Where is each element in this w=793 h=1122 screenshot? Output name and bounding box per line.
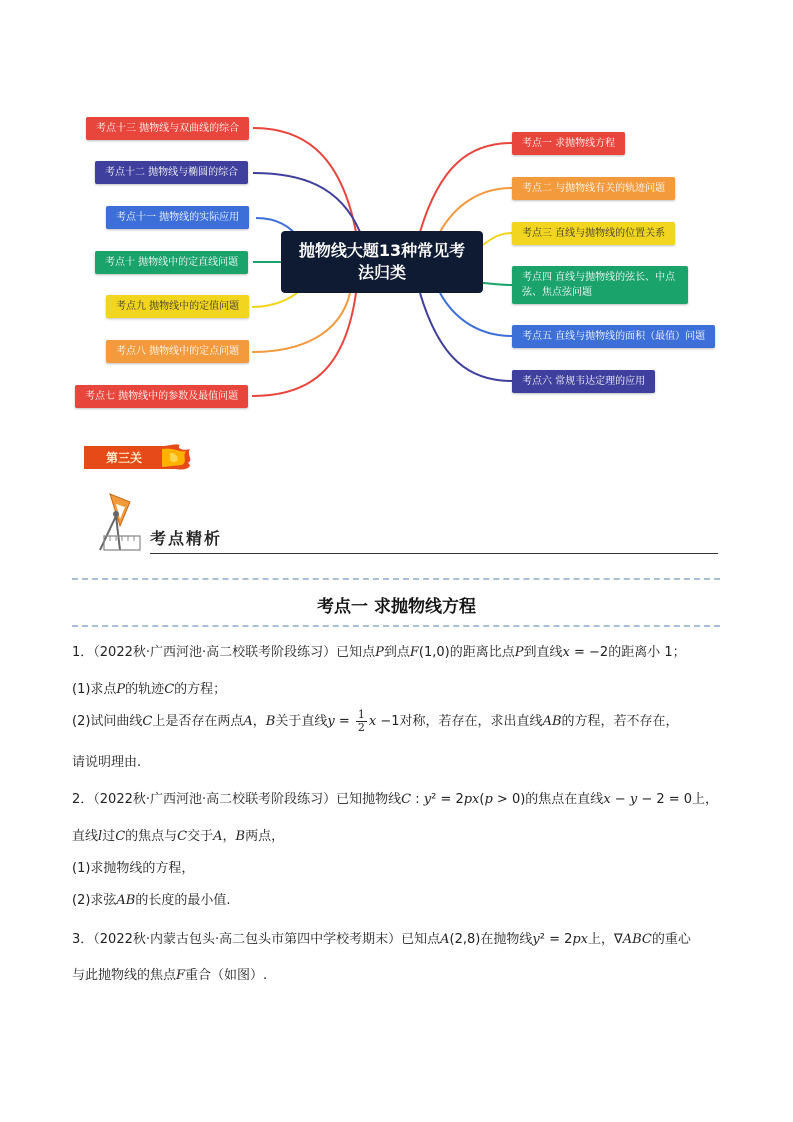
connector-8 <box>252 293 350 352</box>
connector-6 <box>420 293 512 381</box>
node-kaodian-3: 考点三 直线与抛物线的位置关系 <box>512 222 675 245</box>
problem-2-line-2: 直线l过C的焦点与C交于A，B两点， <box>72 829 285 844</box>
node-kaodian-8: 考点八 抛物线中的定点问题 <box>106 340 249 363</box>
problem-2-question-2: (2)求弦AB的长度的最小值. <box>72 893 231 908</box>
problem-1-question-2-cont: 请说明理由. <box>72 755 142 770</box>
connector-1 <box>420 143 512 232</box>
compass-ruler-icon <box>90 492 150 554</box>
level-banner <box>84 443 196 473</box>
connector-2 <box>440 188 512 232</box>
node-kaodian-11: 考点十一 抛物线的实际应用 <box>106 206 249 229</box>
node-kaodian-4: 考点四 直线与抛物线的弦长、中点弦、焦点弦问题 <box>512 266 688 304</box>
mind-map <box>0 0 793 430</box>
connector-3 <box>483 233 512 245</box>
node-kaodian-10: 考点十 抛物线中的定直线问题 <box>95 251 248 274</box>
divider-top <box>72 578 720 580</box>
connector-5 <box>440 293 512 336</box>
problem-2-question-1: (1)求抛物线的方程， <box>72 861 195 876</box>
section-rule <box>150 553 718 554</box>
connector-4 <box>483 283 512 285</box>
node-kaodian-5: 考点五 直线与抛物线的面积（最值）问题 <box>512 325 715 348</box>
node-kaodian-2: 考点二 与抛物线有关的轨迹问题 <box>512 177 675 200</box>
node-kaodian-7: 考点七 抛物线中的参数及最值问题 <box>75 385 248 408</box>
node-kaodian-9: 考点九 抛物线中的定值问题 <box>106 295 249 318</box>
mind-map-center: 抛物线大题13种常见考法归类 <box>281 231 483 293</box>
topic-heading: 考点一 求抛物线方程 <box>317 597 476 617</box>
problem-1-line-1: 1．（2022秋·广西河池·高二校联考阶段练习）已知点P到点F(1,0)的距离比点P到直线x = −2的距离小 1； <box>72 645 686 660</box>
node-kaodian-1: 考点一 求抛物线方程 <box>512 132 625 155</box>
problem-2-line-1: 2．（2022秋·广西河池·高二校联考阶段练习）已知抛物线C : y² = 2px(p > 0)的焦点在直线x − y − 2 = 0上， <box>72 792 719 807</box>
node-kaodian-6: 考点六 常规韦达定理的应用 <box>512 370 655 393</box>
problem-3-line-2: 与此抛物线的焦点F重合（如图）. <box>72 968 268 983</box>
problem-1-question-1: (1)求点P的轨迹C的方程； <box>72 682 227 697</box>
divider-bottom <box>72 625 720 627</box>
section-header <box>90 492 718 554</box>
problem-1-question-2: (2)试问曲线C上是否存在两点A，B关于直线y = $\frac{1}{2}$ x −1对称，若存在，求出直线AB的方程，若不存在， <box>72 708 679 734</box>
problem-3-line-1: 3．（2022秋·内蒙古包头·高二包头市第四中学校考期末）已知点A(2,8)在抛物线y² = 2px上，∇ABC的重心 <box>72 932 691 947</box>
connector-12 <box>253 173 360 232</box>
banner-label: 第三关 <box>106 451 143 465</box>
node-kaodian-13: 考点十三 抛物线与双曲线的综合 <box>86 117 249 140</box>
node-kaodian-12: 考点十二 抛物线与椭圆的综合 <box>95 161 248 184</box>
section-title: 考点精析 <box>150 529 223 548</box>
fraction-one-half: $\frac{1}{2}$ <box>357 708 365 734</box>
